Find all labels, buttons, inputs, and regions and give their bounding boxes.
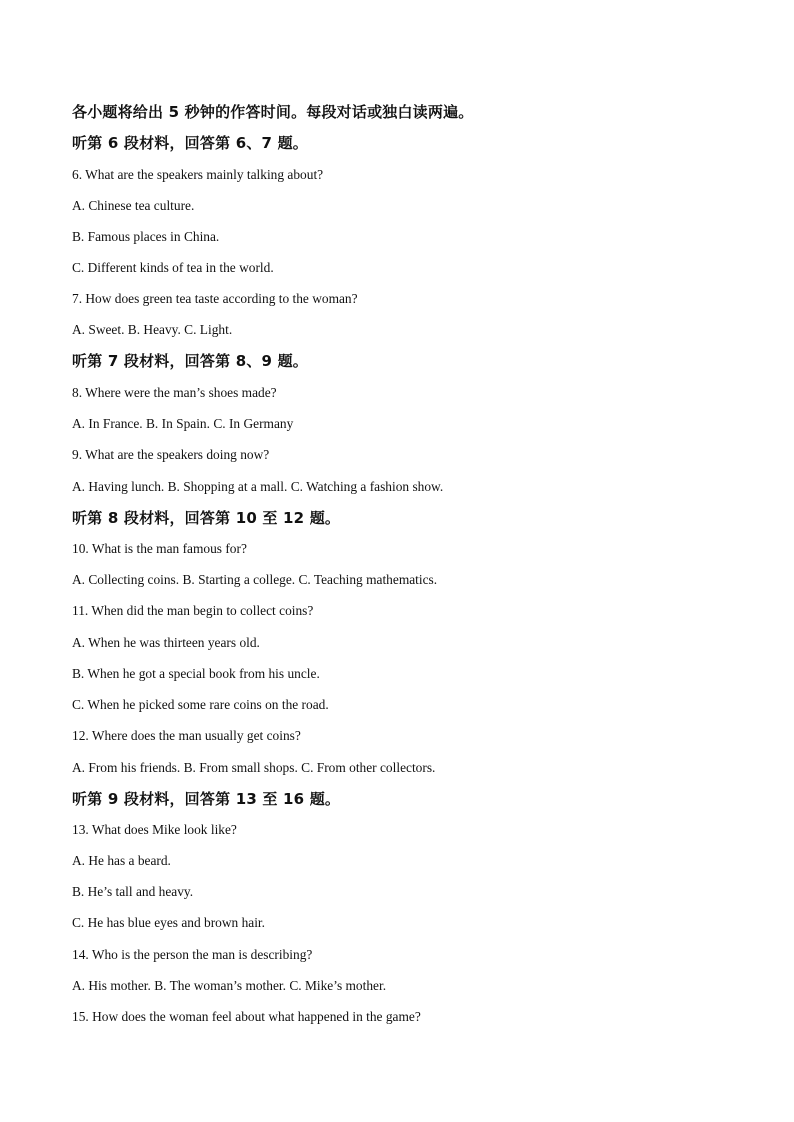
question-7: 7. How does green tea taste according to the woman? bbox=[72, 291, 358, 306]
option-line: A. Sweet. B. Heavy. C. Light. bbox=[72, 322, 233, 337]
question-10: 10. What is the man famous for? bbox=[72, 541, 247, 556]
question-14: 14. Who is the person the man is describing? bbox=[72, 947, 313, 962]
section-heading-6: 听第 6 段材料，回答第 6、7 题。 bbox=[72, 134, 309, 152]
option-line: A. Chinese tea culture. bbox=[72, 198, 195, 213]
question-8: 8. Where were the man’s shoes made? bbox=[72, 385, 277, 400]
question-9: 9. What are the speakers doing now? bbox=[72, 447, 270, 462]
option-line: C. He has blue eyes and brown hair. bbox=[72, 915, 265, 930]
option-line: B. When he got a special book from his uncle. bbox=[72, 666, 320, 681]
question-15: 15. How does the woman feel about what happened in the game? bbox=[72, 1009, 421, 1024]
question-13: 13. What does Mike look like? bbox=[72, 822, 237, 837]
section-heading-7: 听第 7 段材料，回答第 8、9 题。 bbox=[72, 352, 309, 370]
question-12: 12. Where does the man usually get coins? bbox=[72, 728, 301, 743]
option-line: A. Collecting coins. B. Starting a college. C. Teaching mathematics. bbox=[72, 572, 438, 587]
intro-instruction: 各小题将给出 5 秒钟的作答时间。每段对话或独白读两遍。 bbox=[72, 103, 474, 121]
option-line: A. He has a beard. bbox=[72, 853, 171, 868]
option-line: B. He’s tall and heavy. bbox=[72, 884, 194, 899]
section-heading-9: 听第 9 段材料，回答第 13 至 16 题。 bbox=[72, 790, 341, 808]
option-line: B. Famous places in China. bbox=[72, 229, 220, 244]
option-line: A. His mother. B. The woman’s mother. C. Mike’s mother. bbox=[72, 978, 387, 993]
section-heading-8: 听第 8 段材料，回答第 10 至 12 题。 bbox=[72, 509, 341, 527]
question-11: 11. When did the man begin to collect coins? bbox=[72, 603, 314, 618]
option-line: A. Having lunch. B. Shopping at a mall. C. Watching a fashion show. bbox=[72, 479, 444, 494]
option-line: A. From his friends. B. From small shops. C. From other collectors. bbox=[72, 760, 436, 775]
question-6: 6. What are the speakers mainly talking about? bbox=[72, 167, 324, 182]
option-line: C. Different kinds of tea in the world. bbox=[72, 260, 274, 275]
option-line: A. When he was thirteen years old. bbox=[72, 635, 260, 650]
option-line: A. In France. B. In Spain. C. In Germany bbox=[72, 416, 294, 431]
option-line: C. When he picked some rare coins on the road. bbox=[72, 697, 329, 712]
